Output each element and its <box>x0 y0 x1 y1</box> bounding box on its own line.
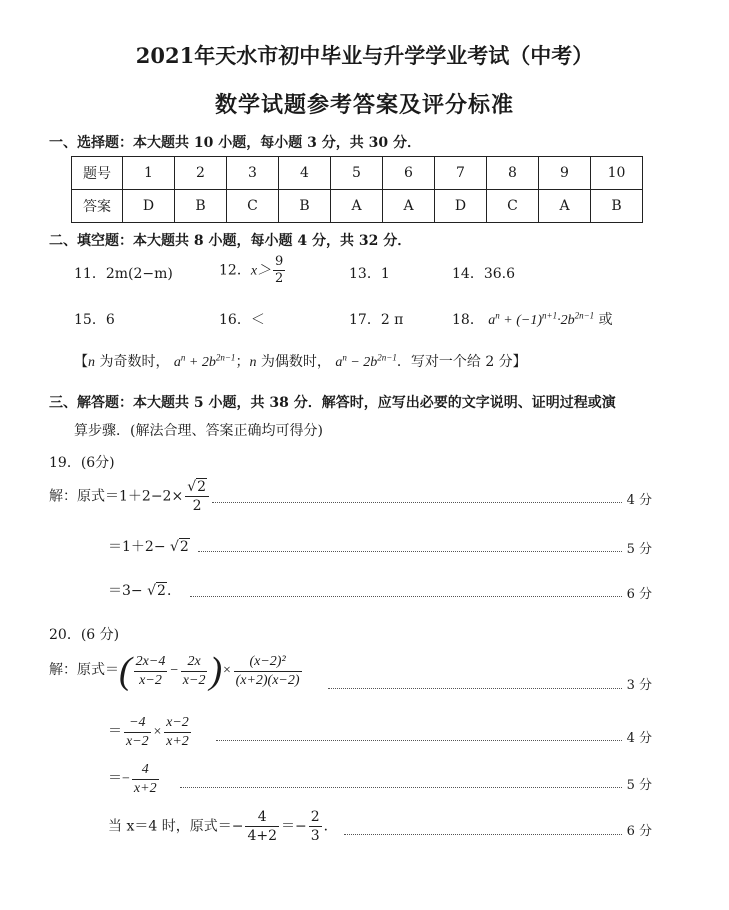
fraction: $\frac{x-2}{x+2}$ <box>166 715 189 749</box>
dotted-leader <box>212 502 622 503</box>
answer-cell: B <box>175 190 227 223</box>
answer-cell: D <box>435 190 487 223</box>
answer-cell: A <box>539 190 591 223</box>
fraction: $\frac{4}{4+2}$ <box>247 809 277 844</box>
q20-step3: ＝− $\frac{4}{x+2}$ <box>108 762 157 796</box>
fraction: $\frac{2}{3}$ <box>310 809 320 844</box>
row-label-questions: 题号 <box>72 157 123 190</box>
q19-step3: ＝3− √2． <box>108 583 181 599</box>
question-number: 2 <box>175 157 227 190</box>
fill-q18-note: 【n 为奇数时， $a^n + 2b^{2n-1}$；n 为偶数时， $a^n - 2b^{2n-1}$．写对一个给 2 分】 <box>74 352 527 370</box>
q19-score-3: 6 分 <box>626 587 652 602</box>
fill-q17: 17．2 π <box>349 312 404 328</box>
q19-score-1: 4 分 <box>626 493 652 508</box>
section3-heading: 三、解答题：本大题共 5 小题，共 38 分．解答时，应写出必要的文字说明、证明过程或演 <box>49 395 616 411</box>
section1-desc: 本大题共 10 小题，每小题 3 分，共 30 分． <box>133 135 421 151</box>
question-number: 1 <box>123 157 175 190</box>
fill-q18: 18． $a^n + (-1)^{n+1}\cdot 2b^{2n-1}$ 或 <box>452 310 613 328</box>
answer-cell: B <box>279 190 331 223</box>
answer-cell: A <box>383 190 435 223</box>
question-number: 5 <box>331 157 383 190</box>
fraction: $\frac{√2}{2}$ <box>185 478 209 515</box>
row-label-answers: 答案 <box>72 190 123 223</box>
fraction: $\frac{-4}{x-2}$ <box>126 715 149 749</box>
fill-q16: 16．＜ <box>219 312 265 328</box>
dotted-leader <box>216 740 622 741</box>
fill-q11-answer: 2m(2−m) <box>105 266 173 282</box>
fill-q11: 11．2m(2−m) <box>74 266 173 282</box>
q19-step2: ＝1＋2− √2 <box>108 539 189 555</box>
q20-step2: ＝ $\frac{-4}{x-2}$ × $\frac{x-2}{x+2}$ <box>108 715 189 749</box>
question-number: 4 <box>279 157 331 190</box>
section2-desc: 本大题共 8 小题，每小题 4 分，共 32 分． <box>133 233 412 249</box>
q20-step4: 当 x＝4 时，原式＝− $\frac{4}{4+2}$ ＝− $\frac{2}{3}$ ． <box>108 809 338 844</box>
dotted-leader <box>180 787 622 788</box>
question-number: 7 <box>435 157 487 190</box>
fraction: $\frac{\text{(x−2)²}}{(x+2)(x-2)}$ <box>235 653 300 688</box>
fraction: $\frac{2x}{x-2}$ <box>182 653 206 688</box>
page-subtitle: 数学试题参考答案及评分标准 <box>214 92 514 118</box>
dotted-leader <box>190 596 622 597</box>
fill-q12: 12．x＞ $\frac{9}{2}$ <box>219 254 284 286</box>
fill-q18-expression: $a^n + (-1)^{n+1}\cdot 2b^{2n-1}$ <box>488 310 595 328</box>
fill-q13: 13．1 <box>349 266 390 282</box>
question-number: 6 <box>383 157 435 190</box>
section3-desc: 本大题共 5 小题，共 38 分．解答时，应写出必要的文字说明、证明过程或演 <box>133 395 616 411</box>
q19-score-2: 5 分 <box>626 542 652 557</box>
answer-cell: C <box>227 190 279 223</box>
q19-step1: 解：原式＝1＋2−2× $\frac{√2}{2}$ <box>49 478 211 515</box>
fraction: $\frac{2x-4}{x-2}$ <box>135 653 166 688</box>
fraction: $\frac{4}{x+2}$ <box>133 762 157 796</box>
dotted-leader <box>198 551 622 552</box>
q20-score-1: 3 分 <box>626 678 652 693</box>
page-title: 2021年天水市初中毕业与升学学业考试（中考） <box>135 43 594 68</box>
question-number: 9 <box>539 157 591 190</box>
q20-score-2: 4 分 <box>626 731 652 746</box>
q20-label: 20．(6 分) <box>49 627 120 643</box>
question-number: 10 <box>591 157 643 190</box>
table-row-answers <box>72 190 643 223</box>
dotted-leader <box>328 688 622 689</box>
section3-desc-line2: 算步骤．(解法合理、答案正确均可得分) <box>74 423 323 439</box>
fraction: $\frac{9}{2}$ <box>275 254 284 286</box>
answer-table <box>71 156 643 223</box>
answer-cell: C <box>487 190 539 223</box>
fill-q15: 15．6 <box>74 312 115 328</box>
q20-score-3: 5 分 <box>626 778 652 793</box>
question-number: 3 <box>227 157 279 190</box>
table-row-questions <box>72 157 643 190</box>
answer-cell: D <box>123 190 175 223</box>
q19-label: 19．(6分) <box>49 455 115 471</box>
section1-heading: 一、选择题：本大题共 10 小题，每小题 3 分，共 30 分． <box>49 135 421 151</box>
q20-step1: 解：原式＝( $\frac{2x-4}{x-2}$ − $\frac{2x}{x-2}$ )× $\frac{\text{(x−2)²}}{(x+2)(x-2)}$ <box>49 650 300 692</box>
answer-cell: A <box>331 190 383 223</box>
q20-score-4: 6 分 <box>626 824 652 839</box>
dotted-leader <box>344 834 622 835</box>
section2-heading: 二、填空题：本大题共 8 小题，每小题 4 分，共 32 分． <box>49 233 412 249</box>
question-number: 8 <box>487 157 539 190</box>
answer-cell: B <box>591 190 643 223</box>
fill-q14: 14．36.6 <box>452 266 515 282</box>
